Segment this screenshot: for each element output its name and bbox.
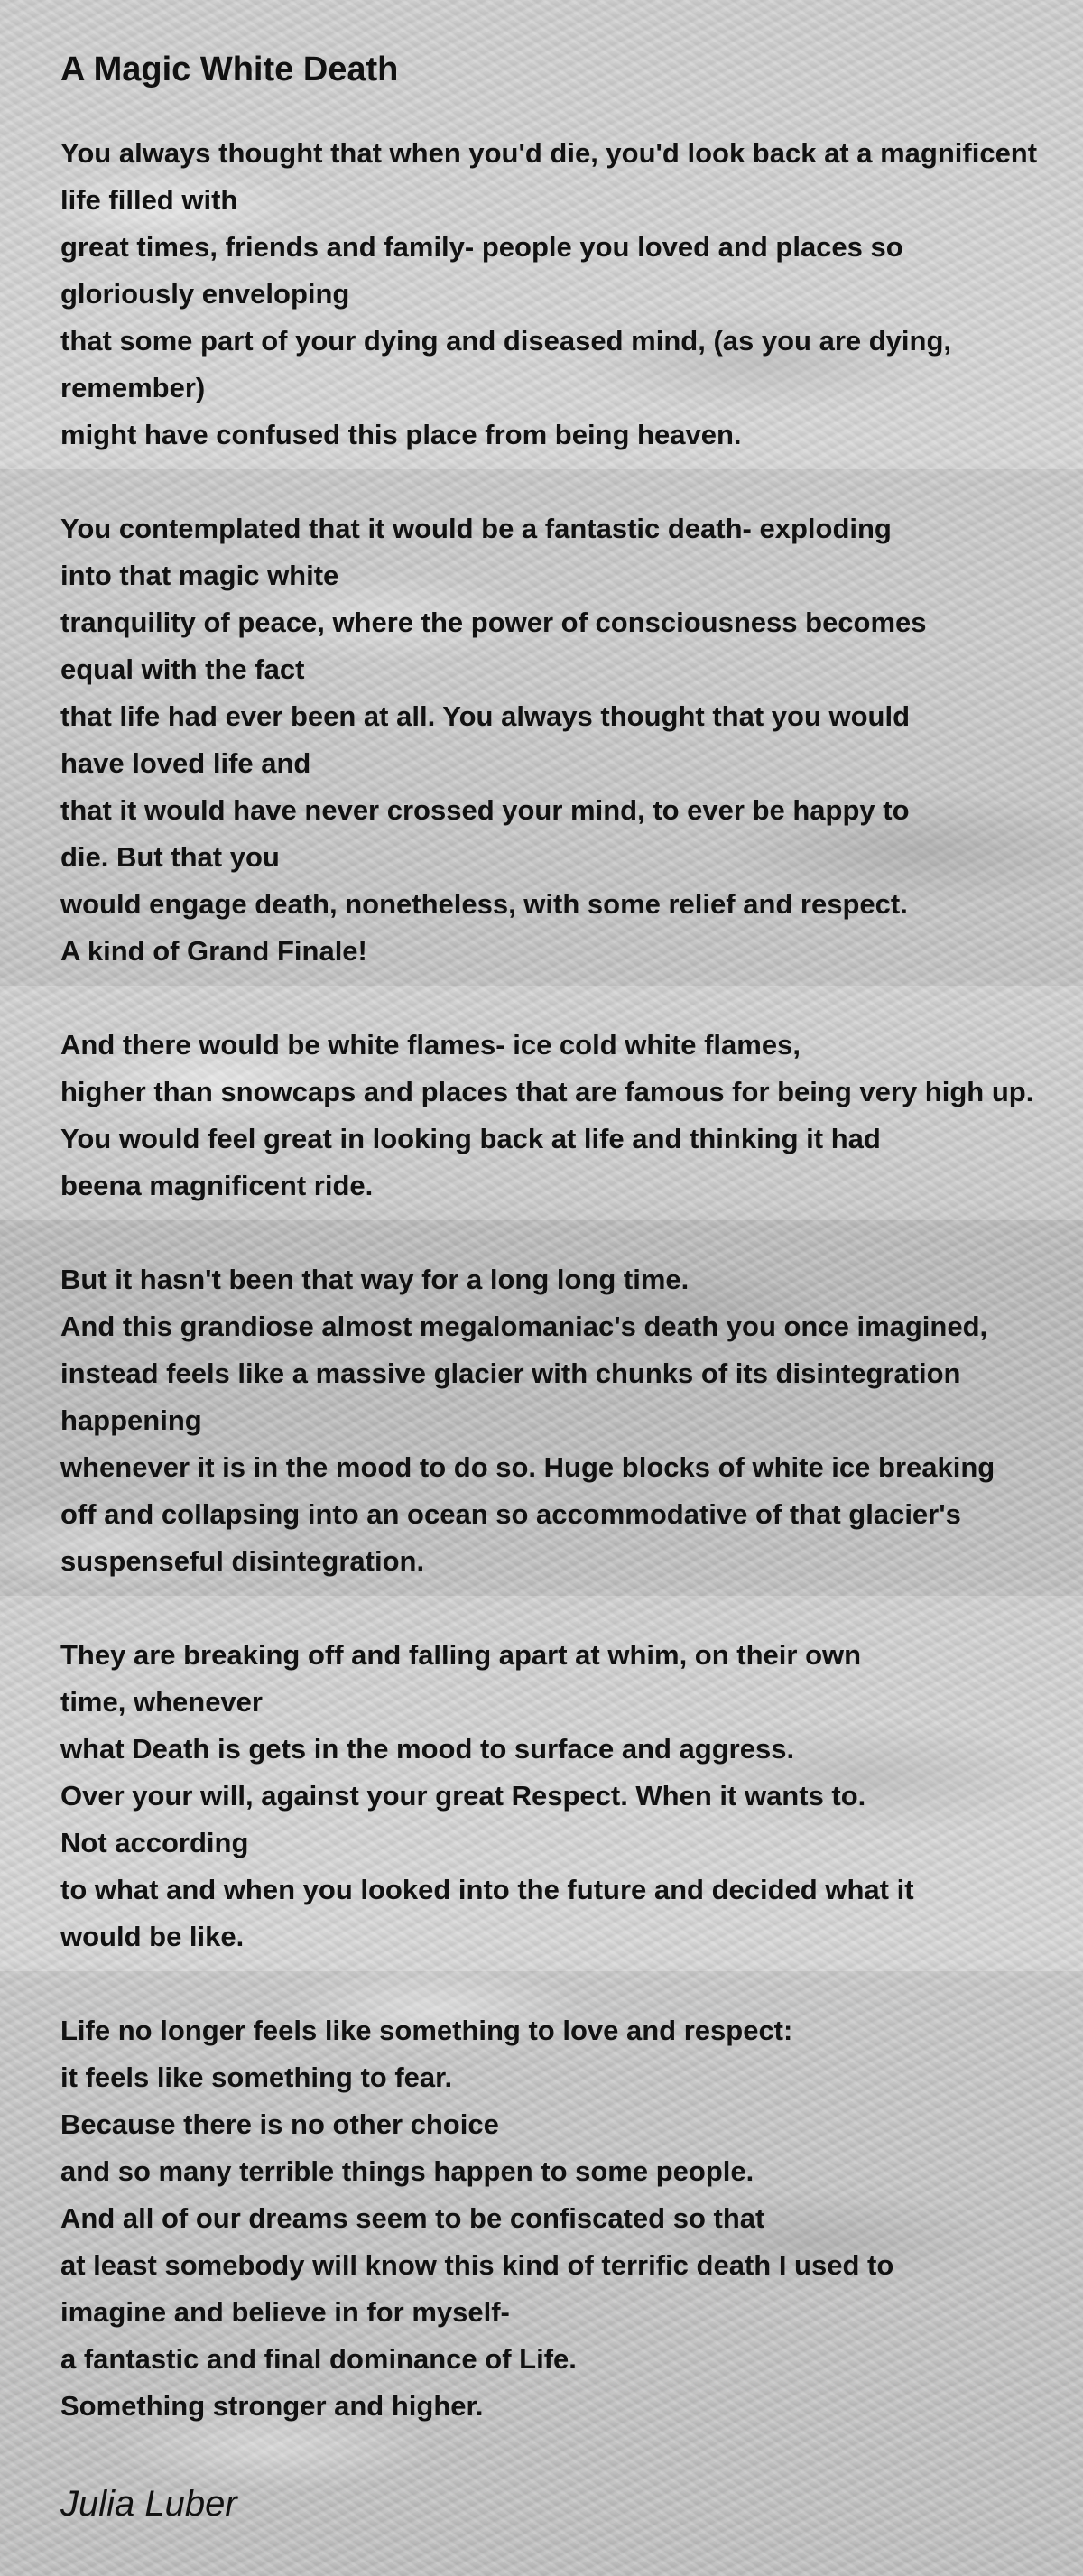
poem-line: Life no longer feels like something to love and respect: [60, 2015, 793, 2046]
poem-line: would engage death, nonetheless, with some relief and respect. [60, 888, 908, 920]
poem-line: And there would be white flames- ice cold white flames, [60, 1029, 801, 1061]
poem-line: They are breaking off and falling apart at whim, on their own [60, 1639, 862, 1671]
poem-line: die. But that you [60, 841, 280, 873]
poem-line: at least somebody will know this kind of terrific death I used to [60, 2249, 894, 2281]
poem-line: imagine and believe in for myself- [60, 2296, 510, 2328]
poem-line: into that magic white [60, 560, 339, 591]
poem-line: suspenseful disintegration. [60, 1545, 425, 1577]
poem-line: and so many terrible things happen to some people. [60, 2155, 754, 2187]
poem-line: whenever it is in the mood to do so. Huge blocks of white ice breaking [60, 1451, 995, 1483]
poem-line: equal with the fact [60, 653, 305, 685]
poem-line: remember) [60, 372, 206, 403]
poem-line: You would feel great in looking back at life and thinking it had [60, 1123, 881, 1154]
poem-line: Not according [60, 1827, 249, 1858]
poem-stanza [60, 1632, 1076, 1960]
poem-line: that some part of your dying and diseased mind, (as you are dying, [60, 325, 952, 357]
poem-line: to what and when you looked into the future and decided what it [60, 1874, 914, 1905]
poem-line: beena magnificent ride. [60, 1170, 374, 1201]
poem-line: it feels like something to fear. [60, 2062, 453, 2093]
poem-line: that it would have never crossed your mind, to ever be happy to [60, 794, 910, 826]
poem-line: But it hasn't been that way for a long long time. [60, 1264, 690, 1295]
poem-author: Julia Luber [60, 2484, 237, 2524]
poem-line: Because there is no other choice [60, 2108, 499, 2140]
poem-stanza [60, 1022, 1076, 1209]
poem-line: what Death is gets in the mood to surface and aggress. [60, 1733, 795, 1765]
poem-line: have loved life and [60, 747, 311, 779]
poem-line: might have confused this place from being heaven. [60, 419, 742, 450]
poem-line: would be like. [60, 1921, 245, 1952]
poem-line: A kind of Grand Finale! [60, 935, 367, 967]
poem-line: happening [60, 1404, 202, 1436]
poem-line: off and collapsing into an ocean so accommodative of that glacier's [60, 1498, 961, 1530]
poem-line: a fantastic and final dominance of Life. [60, 2343, 577, 2375]
poem-line: that life had ever been at all. You always thought that you would [60, 700, 911, 732]
poem-line: And this grandiose almost megalomaniac's death you once imagined, [60, 1311, 988, 1342]
poem-line: And all of our dreams seem to be confiscated so that [60, 2202, 765, 2234]
poem-line: Over your will, against your great Respect. When it wants to. [60, 1780, 866, 1812]
poem-stanza [60, 130, 1076, 459]
poem-line: great times, friends and family- people you loved and places so [60, 231, 903, 263]
poem-line: higher than snowcaps and places that are famous for being very high up. [60, 1076, 1034, 1107]
poem-title: A Magic White Death [60, 51, 399, 88]
poem-container [60, 43, 1076, 2531]
poem-line: Something stronger and higher. [60, 2390, 484, 2422]
poem-line: gloriously enveloping [60, 278, 350, 310]
poem-stanza [60, 505, 1076, 975]
poem-line: life filled with [60, 184, 238, 216]
poem-line: time, whenever [60, 1686, 263, 1718]
poem-stanza [60, 2007, 1076, 2430]
poem-stanza [60, 1256, 1076, 1585]
poem-line: You contemplated that it would be a fantastic death- exploding [60, 513, 892, 544]
poem-line: You always thought that when you'd die, you'd look back at a magnificent [60, 137, 1038, 169]
poem-line: instead feels like a massive glacier with chunks of its disintegration [60, 1357, 961, 1389]
poem-line: tranquility of peace, where the power of consciousness becomes [60, 607, 927, 638]
